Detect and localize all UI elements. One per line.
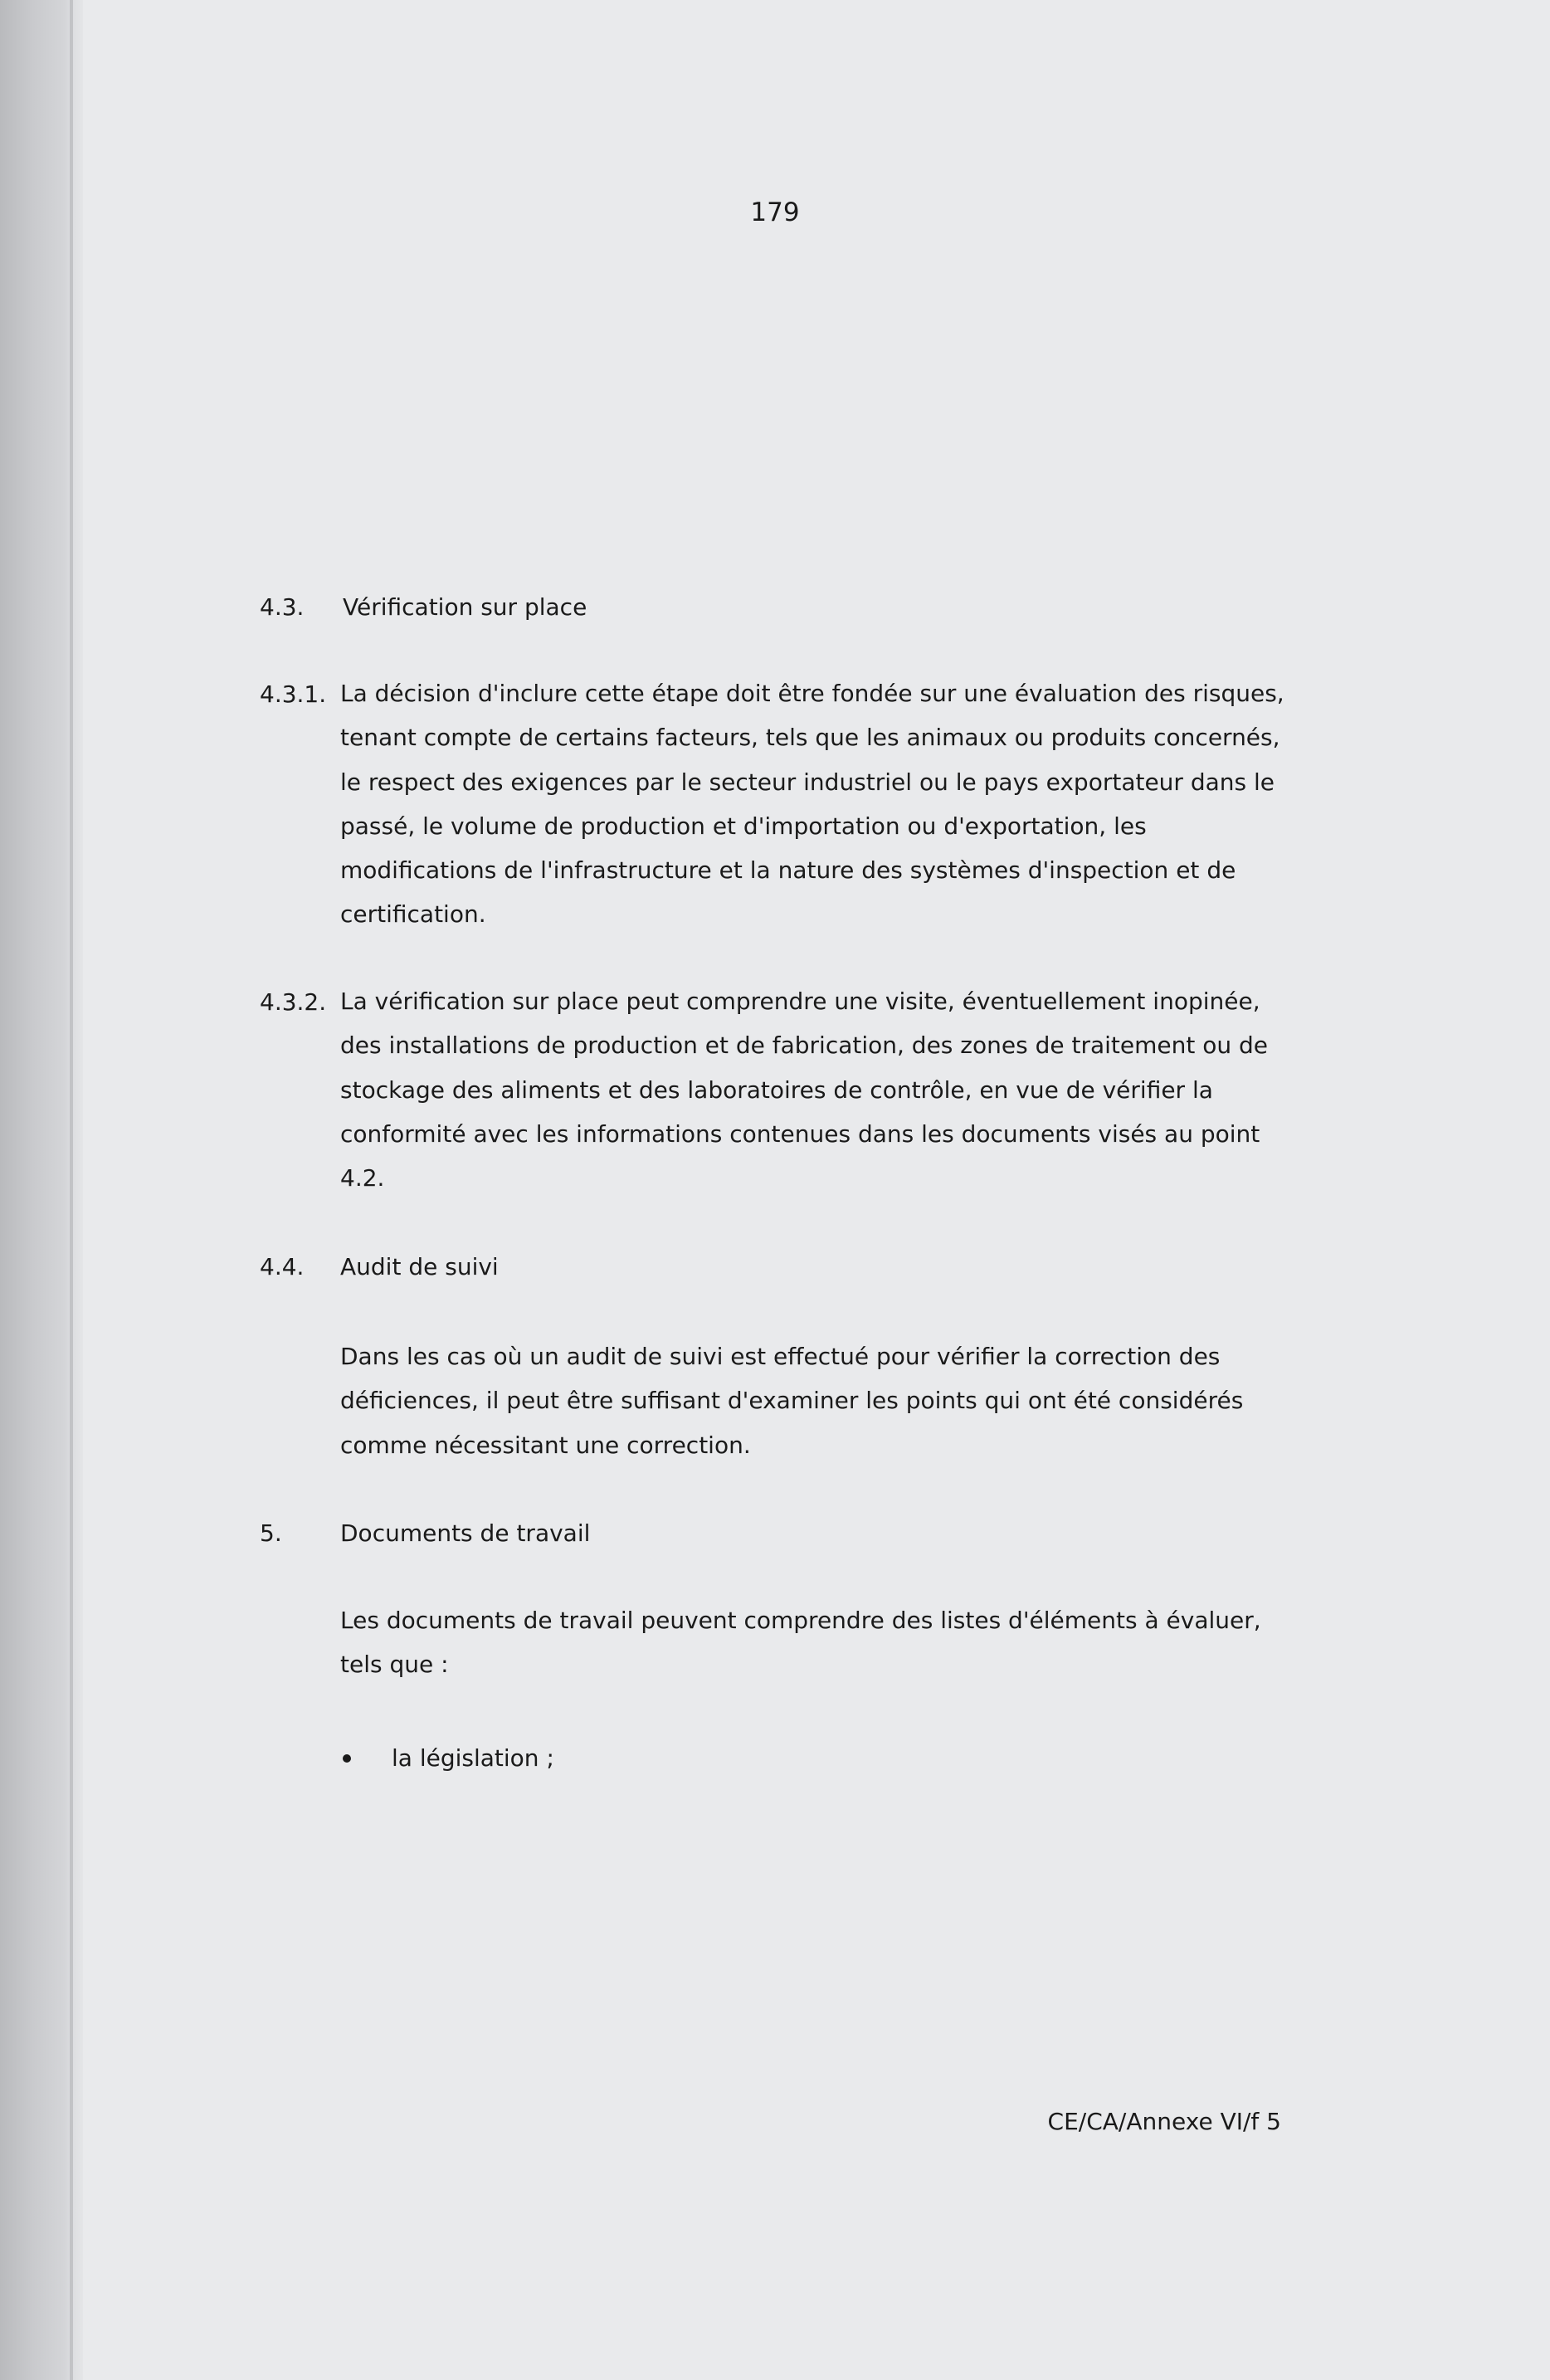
section-number-4-3-1: 4.3.1. xyxy=(260,680,327,708)
paragraph-4-3-2: La vérification sur place peut comprendre une visite, éventuellement inopinée, des installations de production et de fabrication, des zones de traitement ou de stockage des aliments et des laboratoires de contrôle, en vue de vérifier la conformité avec les informations contenues dans les documents visés au point 4.2. xyxy=(340,988,1269,1192)
document-reference-footer: CE/CA/Annexe VI/f 5 xyxy=(1047,2108,1281,2135)
paragraph-5: Les documents de travail peuvent comprendre des listes d'éléments à évaluer, tels que : xyxy=(340,1607,1261,1679)
bullet-icon xyxy=(343,1754,351,1763)
section-heading-5: Documents de travail xyxy=(340,1519,591,1547)
section-heading-4-4: Audit de suivi xyxy=(340,1253,499,1280)
section-number-5: 5. xyxy=(260,1519,282,1547)
section-number-4-4: 4.4. xyxy=(260,1253,305,1280)
paragraph-4-3-1: La décision d'inclure cette étape doit être fondée sur une évaluation des risques, tenant compte de certains facteurs, tels que les animaux ou produits concernés, le respect des exigences par le secteur industriel ou le pays exportateur dans le passé, le volume de production et d'importation ou d'exportation, les modifications de l'infrastructure et la nature des systèmes d'inspection et de certification. xyxy=(340,680,1284,929)
page-number: 179 xyxy=(750,198,800,227)
bullet-item: la législation ; xyxy=(392,1744,554,1772)
paragraph-4-4: Dans les cas où un audit de suivi est effectué pour vérifier la correction des déficiences, il peut être suffisant d'examiner les points qui ont été considérés comme nécessitant une correction. xyxy=(340,1343,1244,1459)
section-number-4-3: 4.3. xyxy=(260,593,305,621)
section-number-4-3-2: 4.3.2. xyxy=(260,988,327,1016)
section-heading-4-3: Vérification sur place xyxy=(343,593,587,621)
